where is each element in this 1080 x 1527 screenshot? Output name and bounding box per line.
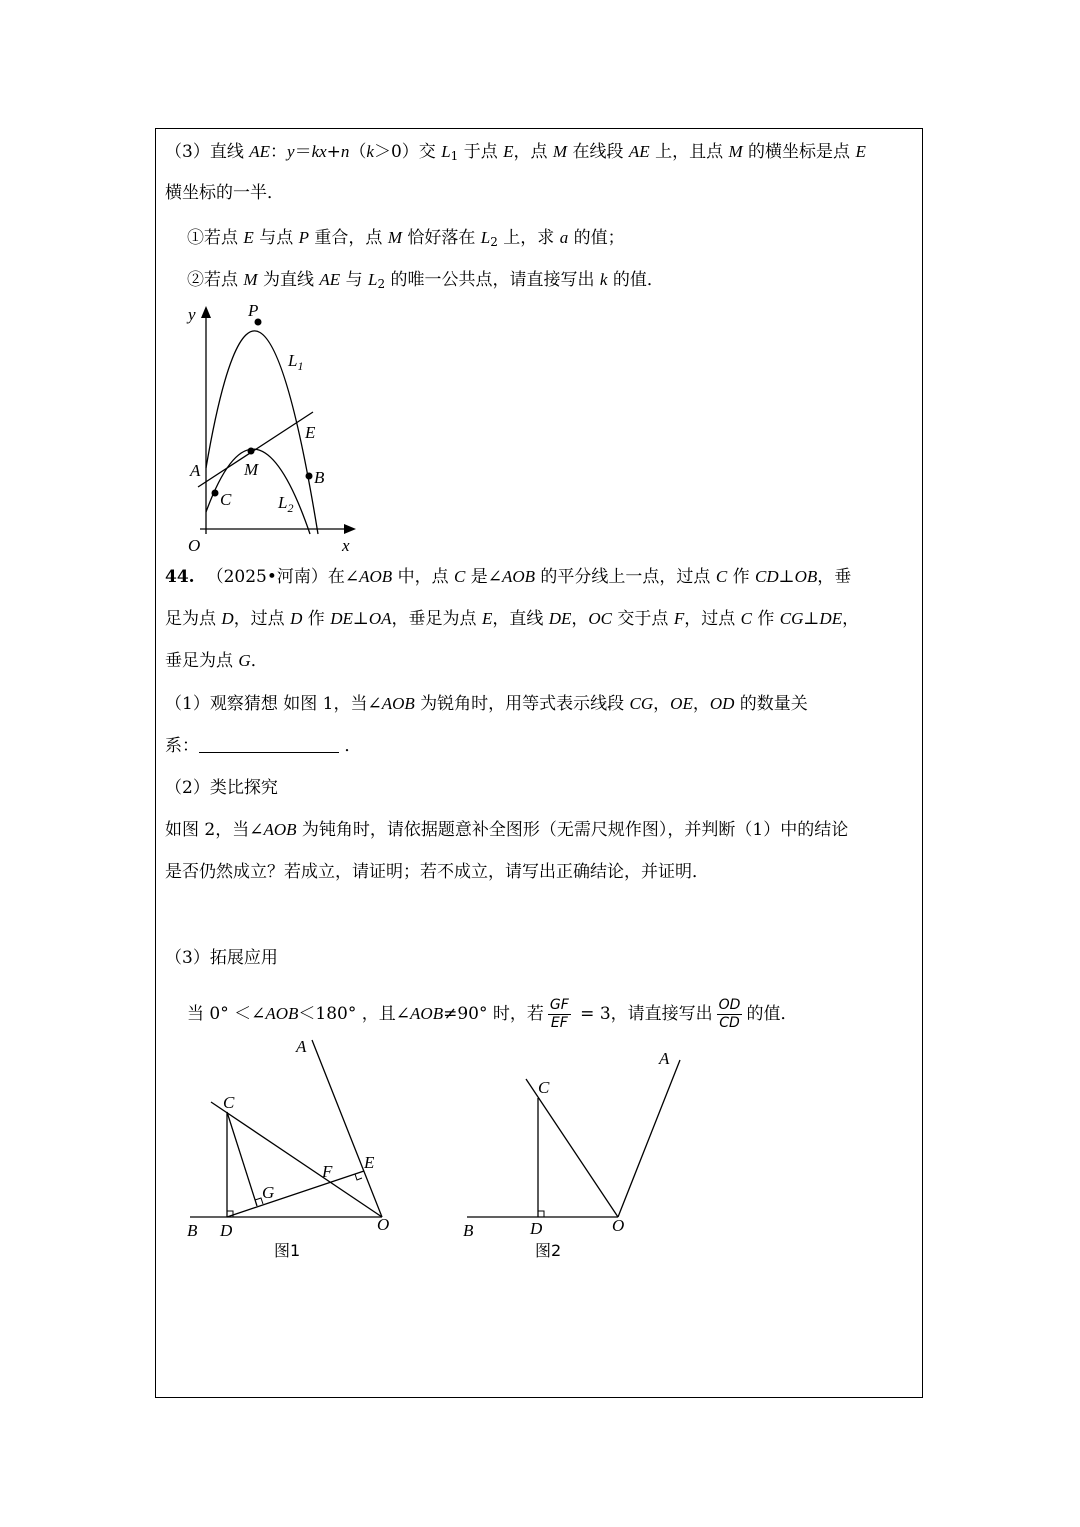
fig1-caption: 图1 (274, 1241, 301, 1260)
problem-44-line1: 44. （2025•河南）在∠AOB 中，点 C 是∠AOB 的平分线上一点，过点 C 作 CD⊥OB，垂 (165, 567, 852, 587)
subq-3: 当 0° ＜∠AOB＜180° ，且∠AOB≠90° 时，若 $\frac{GF}{EF}$ = 3，请直接写出 $\frac{OD}{CD}$ 的值． (187, 997, 798, 1031)
label-y: y (188, 305, 196, 324)
label-o: O (188, 536, 201, 555)
fig1-label-e: E (364, 1153, 375, 1172)
problem-44-line2: 足为点 D，过点 D 作 DE⊥OA，垂足为点 E，直线 DE，OC 交于点 F，过点 C 作 CG⊥DE， (165, 609, 860, 629)
subq-3-title: （3）拓展应用 (165, 948, 278, 968)
label-l2: $L_2$ (278, 493, 294, 515)
fig1-label-d: D (220, 1221, 233, 1240)
problem-44-line3: 垂足为点 G． (165, 651, 268, 671)
fig2-label-c: C (538, 1078, 550, 1097)
label-b: B (314, 468, 325, 487)
fig2-label-o: O (612, 1216, 625, 1235)
fig2-label-d: D (530, 1219, 543, 1238)
part3-header: （3）直线 AE：y＝kx+n（k＞0）交 $L_1$ 于点 E，点 M 在线段 AE 上，且点 M 的横坐标是点 E (165, 142, 866, 163)
label-a: A (190, 461, 201, 480)
question-2: ②若点 M 为直线 AE 与 $L_2$ 的唯一公共点，请直接写出 k 的值． (187, 270, 664, 291)
label-l1: $L_1$ (288, 351, 304, 373)
fig2-label-a: A (659, 1049, 670, 1068)
fig1-label-c: C (223, 1093, 235, 1112)
subq-2-title: （2）类比探究 (165, 778, 278, 798)
fig2-line-oa (618, 1060, 680, 1217)
subq-1: （1）观察猜想 如图 1，当∠AOB 为锐角时，用等式表示线段 CG，OE，OD 的数量关 (165, 694, 808, 714)
label-e: E (305, 423, 316, 442)
label-p: P (248, 301, 259, 320)
fig2-caption: 图2 (535, 1241, 562, 1260)
fig1-label-b: B (187, 1221, 198, 1240)
fig1-label-a: A (296, 1037, 307, 1056)
question-1: ①若点 E 与点 P 重合，点 M 恰好落在 $L_2$ 上，求 a 的值； (187, 228, 625, 249)
subq-2-line2: 是否仍然成立？若成立，请证明；若不成立，请写出正确结论，并证明． (165, 862, 709, 882)
fig2-line-oc (526, 1079, 618, 1217)
fig1-label-o: O (377, 1215, 390, 1234)
fraction-od-cd: $\frac{OD}{CD}$ (718, 997, 741, 1031)
fig1-label-f: F (322, 1162, 333, 1181)
label-m: M (244, 460, 259, 479)
fig2-label-b: B (463, 1221, 474, 1240)
subq-2-line1: 如图 2，当∠AOB 为钝角时，请依据题意补全图形（无需尺规作图），并判断（1）中的结论 (165, 820, 849, 840)
label-c: C (220, 490, 232, 509)
fraction-gf-ef: $\frac{GF}{EF}$ (549, 997, 569, 1031)
fig2-right-angle-d (538, 1211, 544, 1217)
part3-header-cont: 横坐标的一半． (165, 183, 284, 203)
label-x: x (342, 536, 350, 555)
subq-1-cont: 系： ． (165, 736, 362, 756)
fig1-label-g: G (262, 1183, 275, 1202)
